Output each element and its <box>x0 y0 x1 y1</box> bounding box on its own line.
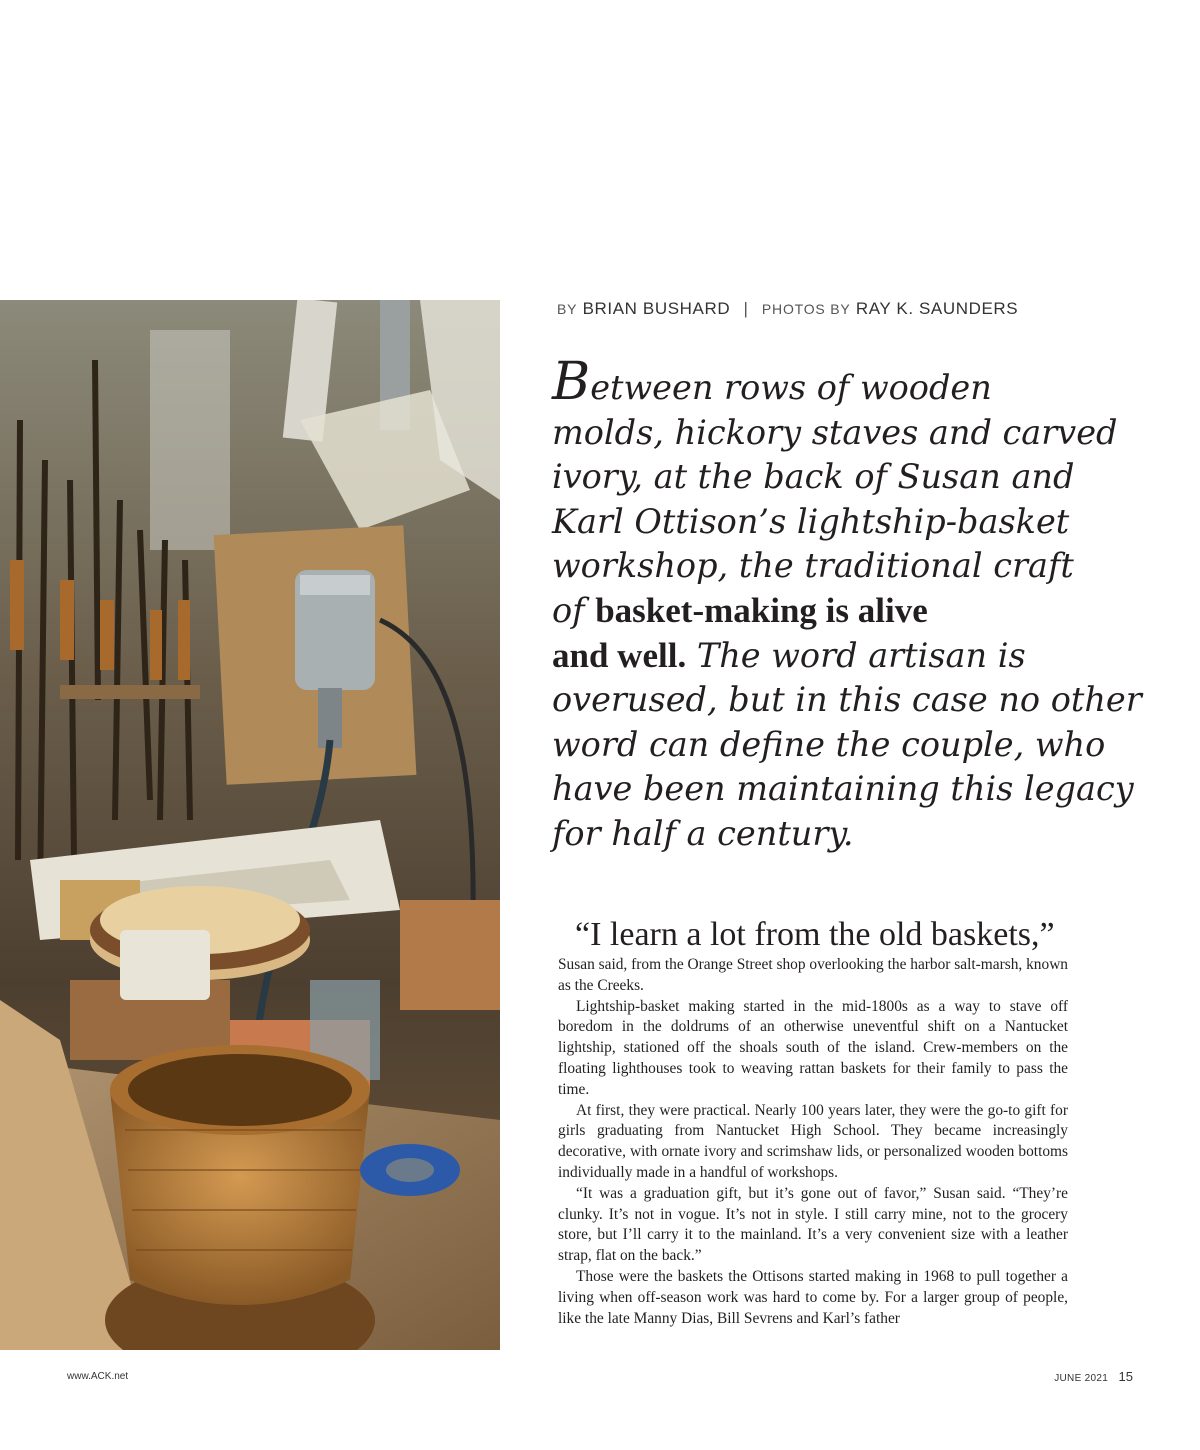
lede-line: workshop, the traditional craft <box>552 546 1074 586</box>
lede-line: Karl Ottison’s lightship-basket <box>552 501 1070 541</box>
body-paragraph: At first, they were practical. Nearly 100 years later, they were the go-to gift for girls graduating from Nantucket High School. They became increasingly decorative, with ornate ivory and scrimshaw lids, or personalized wooden bottoms individually made in a handful of workshops. <box>558 1101 1068 1181</box>
lede-line: ivory, at the back of Susan and <box>552 457 1075 497</box>
footer-website: www.ACK.net <box>67 1371 129 1382</box>
byline-separator: | <box>743 299 749 318</box>
byline-photos-label: PHOTOS BY <box>761 301 851 317</box>
workshop-photo <box>0 300 500 1350</box>
lede-line: word can define the couple, who <box>552 724 1106 764</box>
lede-bold-text: and well. <box>552 635 687 675</box>
body-paragraph: Lightship-basket making started in the mid-1800s as a way to stave off boredom in the doldrums of an otherwise uneventful shift on a Nantucket lightship, stationed off the shoals south of the island. Crew-members on the floating lighthouses took to weaving rattan baskets for their family to pass the time. <box>558 997 1068 1098</box>
lede-line <box>552 634 1077 679</box>
pull-quote: “I learn a lot from the old baskets,” <box>575 916 1055 953</box>
lede-bold-text: basket-making is alive <box>595 590 928 630</box>
lede-line <box>552 589 1077 634</box>
byline <box>557 299 1157 319</box>
lede-line <box>552 352 1077 412</box>
lede-line: molds, hickory staves and carved <box>552 412 1118 452</box>
lede-line-text: etween rows of wooden <box>590 368 992 407</box>
page-number: 15 <box>1118 1369 1133 1384</box>
lede-dropcap: B <box>552 352 591 412</box>
footer-issue: JUNE 2021 <box>1054 1373 1109 1384</box>
article-body <box>558 955 1068 1329</box>
byline-photographer: RAY K. SAUNDERS <box>855 299 1019 318</box>
body-paragraph: Those were the baskets the Ottisons started making in 1968 to pull together a living when off-season work was hard to come by. For a larger group of people, like the late Manny Dias, Bill Sevrens and Karl’s father <box>558 1267 1068 1327</box>
lede-line: have been maintaining this legacy <box>552 769 1134 809</box>
lede-line-text: of <box>552 590 596 630</box>
lede-line: overused, but in this case no other <box>552 680 1142 720</box>
footer-folio <box>1054 1368 1133 1386</box>
lede-line-text: The word artisan is <box>686 635 1026 675</box>
lede-paragraph <box>552 352 1142 857</box>
body-paragraph: “It was a graduation gift, but it’s gone out of favor,” Susan said. “They’re clunky. It’s not in vogue. It’s not in style. I still carry mine, not to the grocery store, but I’ll carry it to the mainland. It’s a very convenient size with a leather strap, flat on the back.” <box>558 1184 1068 1265</box>
byline-by-label: BY <box>557 301 578 317</box>
byline-author: BRIAN BUSHARD <box>582 299 731 318</box>
lede-line: for half a century. <box>552 813 854 853</box>
body-paragraph: Susan said, from the Orange Street shop overlooking the harbor salt-marsh, known as the Creeks. <box>558 956 1068 994</box>
